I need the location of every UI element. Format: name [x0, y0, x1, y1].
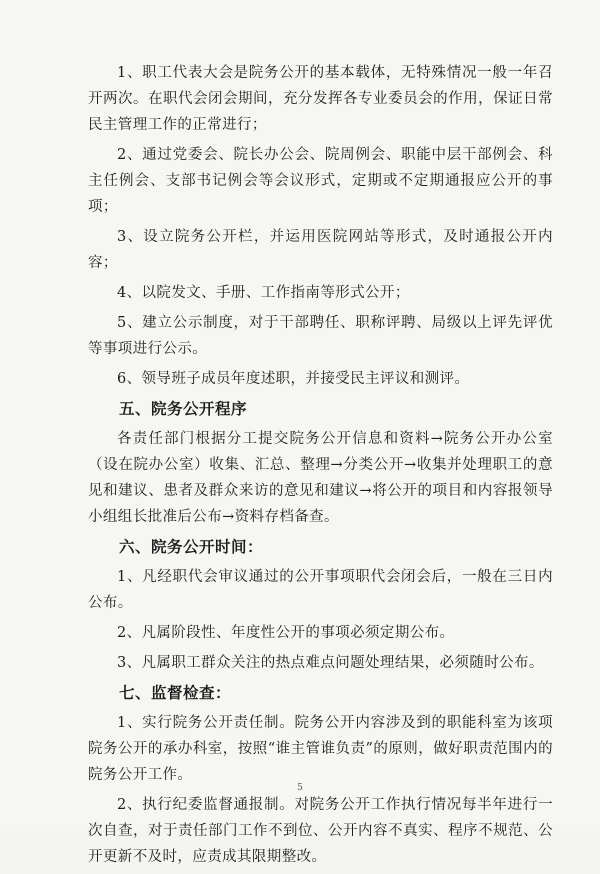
section-7-item-2: 2、执行纪委监督通报制。对院务公开工作执行情况每半年进行一次自查，对于责任部门工作不到位、公开内容不真实、程序不规范、公开更新不及时，应责成其限期整改。 [88, 797, 553, 865]
section-6-item-3: 3、凡属职工群众关注的热点难点问题处理结果，必须随时公布。 [117, 655, 544, 671]
section-7-item-1: 1、实行院务公开责任制。院务公开内容涉及到的职能科室为该项院务公开的承办科室，按照“谁主管谁负责”的原则，做好职责范围内的院务公开工作。 [88, 715, 553, 783]
page-content [88, 60, 553, 874]
paragraph-item-4: 4、以院发文、手册、工作指南等形式公开； [117, 285, 410, 301]
section-heading-7: 七、监督检查： [119, 684, 232, 702]
paragraph-item-6: 6、领导班子成员年度述职，并接受民主评议和测评。 [117, 371, 470, 387]
section-6-item-1: 1、凡经职代会审议通过的公开事项职代会闭会后，一般在三日内公布。 [88, 569, 553, 611]
section-6-item-2: 2、凡属阶段性、年度性公开的事项必须定期公布。 [117, 625, 455, 641]
section-heading-5: 五、院务公开程序 [119, 400, 248, 418]
section-5-body: 各责任部门根据分工提交院务公开信息和资料→院务公开办公室（设在院办公室）收集、汇总、整理→分类公开→收集并处理职工的意见和建议、患者及群众来访的意见和建议→将公开的项目和内容报领导小组组长批准后公布→资料存档备查。 [88, 431, 553, 525]
paragraph-item-3: 3、设立院务公开栏，并运用医院网站等形式，及时通报公开内容； [88, 229, 553, 271]
paragraph-item-2: 2、通过党委会、院长办公会、院周例会、职能中层干部例会、科主任例会、支部书记例会等会议形式，定期或不定期通报应公开的事项； [88, 147, 553, 215]
page-number: 5 [297, 783, 303, 793]
paragraph-item-5: 5、建立公示制度，对于干部聘任、职称评聘、局级以上评先评优等事项进行公示。 [88, 315, 553, 357]
paragraph-item-1: 1、职工代表大会是院务公开的基本载体，无特殊情况一般一年召开两次。在职代会闭会期间，充分发挥各专业委员会的作用，保证日常民主管理工作的正常进行； [88, 65, 553, 133]
section-heading-6: 六、院务公开时间： [119, 538, 264, 556]
